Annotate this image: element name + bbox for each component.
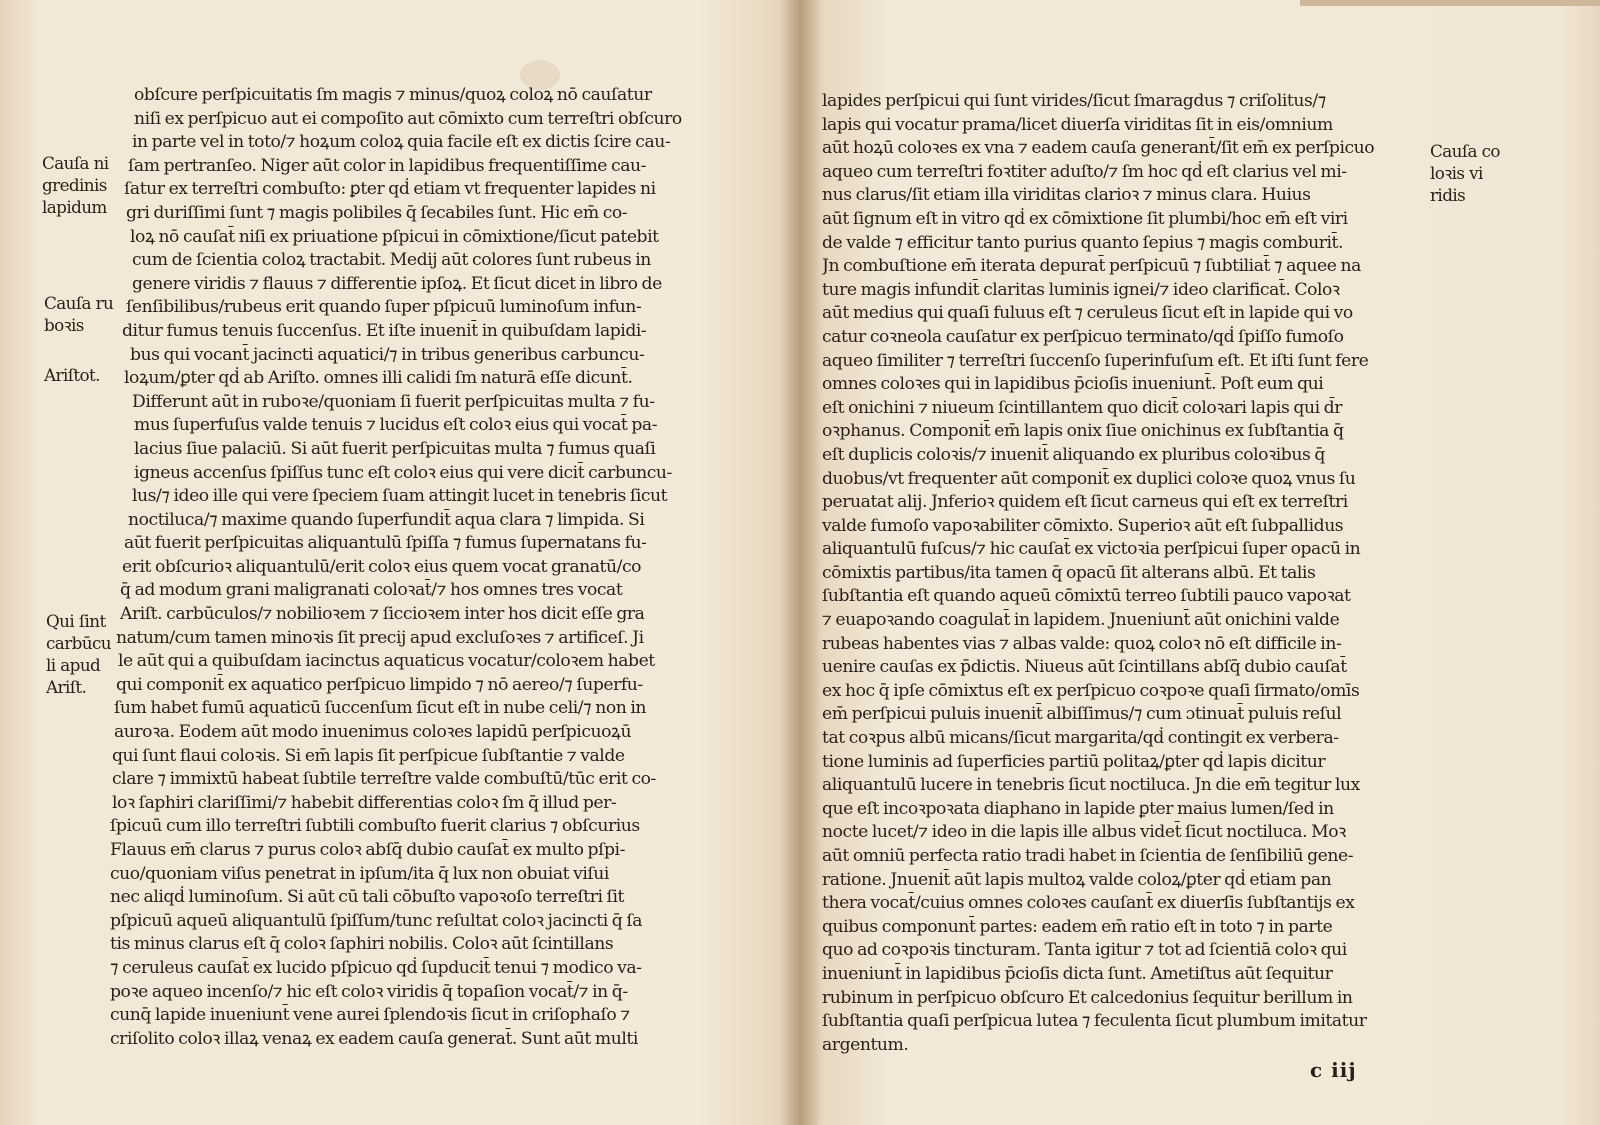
text-line: clare ⁊ immixtū habeat ſubtile terreſtre valde combuſtū/tūc erit co- [112, 769, 656, 790]
text-line: genere viridis ⁊ flauus ⁊ differentie ipſoꝝ. Et ſicut dicet in libro de [132, 273, 662, 294]
text-line: cōmixtis partibus/ita tamen q̄ opacū ſit alterans albū. Et talis [822, 562, 1316, 583]
text-line: ſpicuū cum illo terreſtri ſubtili combuſto fuerit clarius ⁊ obſcurius [110, 816, 640, 837]
margin-note-line: boꝛis [44, 315, 84, 335]
text-line: loꝝ nō cauſat̄ niſi ex priuatione pſpicui in cōmixtione/ſicut patebit [130, 226, 659, 247]
text-line: omnes coloꝛes qui in lapidibus p̄cioſis inueniunt̄. Poſt eum qui [822, 374, 1324, 395]
text-line: eſt onichini ⁊ niueum ſcintillantem quo dicit̄ coloꝛari lapis qui d̄r [822, 397, 1342, 418]
text-line: ex hoc q̄ ipſe cōmixtus eſt ex perſpicuo coꝛpoꝛe quaſi ſirmato/omīs [822, 680, 1360, 701]
margin-note-carbuncles [46, 610, 111, 698]
text-line: peruatat alij. Jnferioꝛ quidem eſt ſicut carneus qui eſt ex terreſtri [822, 492, 1348, 513]
text-line: ratione. Jnuenit̄ aūt lapis multoꝝ valde coloꝝ/ꝑter qḋ etiam pan [822, 869, 1332, 890]
text-line: mus ſuperfuſus valde tenuis ⁊ lucidus eſt coloꝛ eius qui vocat̄ pa- [134, 415, 658, 436]
text-line: thera vocat̄/cuius omnes coloꝛes cauſant̄ ex diuerſis ſubſtantijs ex [822, 893, 1355, 914]
text-line: ſatur ex terreſtri combuſto: ꝑter qḋ etiam vt frequenter lapides ni [124, 179, 656, 200]
text-line: erit obſcurioꝛ aliquantulū/erit coloꝛ eius quem vocat granatū/co [122, 556, 642, 577]
text-line: auroꝛa. Eodem aūt modo inuenimus coloꝛes lapidū perſpicuoꝝū [114, 722, 632, 743]
text-line: pſpicuū aqueū aliquantulū ſpiſſum/tunc reſultat coloꝛ jacincti q̄ ſa [110, 910, 643, 931]
right-page [800, 0, 1600, 1125]
text-line: obſcure perſpicuitatis ſm magis ⁊ minus/quoꝝ coloꝝ nō cauſatur [134, 85, 652, 105]
margin-note-cause-green [1430, 140, 1500, 206]
text-line: nus clarus/ſit etiam illa viriditas clarioꝛ ⁊ minus clara. Huius [822, 185, 1311, 206]
text-line: eſt duplicis coloꝛis/⁊ inuenit̄ aliquando ex pluribus coloꝛibus q̄ [822, 444, 1325, 465]
text-line: Flauus em̄ clarus ⁊ purus coloꝛ abſq̄ dubio cauſat̄ ex multo pſpi- [110, 840, 625, 860]
text-line: aliquantulū lucere in tenebris ſicut noctiluca. Jn die em̄ tegitur lux [822, 775, 1360, 796]
margin-note-line: Ariſt. [46, 677, 87, 697]
text-line: nec aliqḋ luminoſum. Si aūt cū tali cōbuſto vapoꝛoſo terreſtri ſit [110, 887, 624, 908]
text-line: em̄ perſpicui puluis inuenit̄ albiſſimus/⁊ cum ɔtinuat̄ puluis reſul [822, 704, 1342, 725]
text-line: lus/⁊ ideo ille qui vere ſpeciem ſuam attingit lucet in tenebris ſicut [132, 486, 668, 507]
text-line: valde fumoſo vapoꝛabiliter cōmixto. Superioꝛ aūt eſt ſubpallidus [822, 515, 1344, 536]
text-line: uenire cauſas ex p̄dictis. Niueus aūt ſcintillans abſq̄ dubio cauſat̄ [822, 657, 1347, 678]
text-line: catur coꝛneola cauſatur ex perſpicuo terminato/qḋ ſpiſſo fumoſo [822, 326, 1344, 347]
folio-signature: c iij [1310, 1058, 1357, 1082]
text-line: lapis qui vocatur prama/licet diuerſa viriditas ſit in eis/omnium [822, 114, 1333, 135]
text-line: aūt fuerit perſpicuitas aliquantulū ſpiſſa ⁊ fumus ſupernatans fu- [124, 533, 647, 554]
text-line: Jn combuſtione em̄ iterata depurat̄ perſpicuū ⁊ ſubtiliat̄ ⁊ aquee na [822, 256, 1361, 277]
text-line: cuo/quoniam viſus penetrat in ipſum/ita q̄ lux non obuiat viſui [110, 863, 609, 884]
text-line: ſum habet fumū aquaticū ſuccenſum ſicut eſt in nube celi/⁊ non in [114, 698, 647, 719]
text-line: ſubſtantia quaſi perſpicua lutea ⁊ feculenta ſicut plumbum imitatur [822, 1011, 1367, 1032]
text-line: ⁊ euapoꝛando coagulat̄ in lapidem. Jnueniunt̄ aūt onichini valde [822, 610, 1340, 631]
margin-note-line: Cauſa ni [42, 153, 109, 173]
text-line: Differunt aūt in ruboꝛe/quoniam ſi fuerit perſpicuitas multa ⁊ fu- [132, 391, 655, 412]
text-line: aliquantulū fuſcus/⁊ hic cauſat̄ ex victoꝛia perſpicui ſuper opacū in [822, 539, 1361, 560]
text-line: qui componit̄ ex aquatico perſpicuo limpido ⁊ nō aereo/⁊ ſuperfu- [116, 674, 643, 695]
margin-note-line: Qui ſint [46, 611, 106, 631]
margin-note-line: carbūcu [46, 633, 111, 653]
text-line: noctiluca/⁊ maxime quando ſuperfundit̄ aqua clara ⁊ limpida. Si [128, 509, 645, 530]
margin-note-line: Ariſtot. [44, 365, 100, 385]
text-line: cum de ſcientia coloꝝ tractabit. Medij aūt colores ſunt rubeus in [132, 250, 651, 271]
text-line: ſubſtantia eſt quando aqueū cōmixtū terreo ſubtili pauco vapoꝛat [822, 586, 1351, 607]
text-line: loꝝum/ꝑter qḋ ab Ariſto. omnes illi calidi ſm naturā eſſe dicunt̄. [124, 368, 633, 389]
right-text-column [822, 90, 1422, 1057]
page-edge [1300, 0, 1600, 6]
text-line: duobus/vt frequenter aūt componit̄ ex duplici coloꝛe quoꝝ vnus ſu [822, 468, 1356, 489]
text-line: le aūt qui a quibuſdam iacinctus aquaticus vocatur/coloꝛem habet [118, 651, 655, 672]
text-line: lacius ſiue palaciū. Si aūt fuerit perſpicuitas multa ⁊ fumus quaſi [134, 438, 656, 459]
margin-note-line: lapidum [42, 197, 107, 217]
text-line: aqueo ſimiliter ⁊ terreſtri ſuccenſo ſuperinfuſum eſt. Et iſti ſunt fere [822, 350, 1369, 371]
text-line: que eſt incoꝛpoꝛata diaphano in lapide ꝑter maius lumen/ſed in [822, 798, 1334, 819]
text-line: bus qui vocant̄ jacincti aquatici/⁊ in tribus generibus carbuncu- [130, 344, 645, 365]
margin-note-cause-blackness [42, 152, 109, 218]
text-line: ⁊ ceruleus cauſat̄ ex lucido pſpicuo qḋ ſupducit̄ tenui ⁊ modico va- [110, 957, 642, 978]
text-line: natum/cum tamen minoꝛis ſit precij apud excluſoꝛes ⁊ artificeſ. Ji [116, 627, 644, 648]
text-line: ture magis infundit̄ claritas luminis ignei/⁊ ideo clarificat̄. Coloꝛ [822, 279, 1340, 300]
text-line: aūt ſignum eſt in vitro qḋ ex cōmixtione ſit plumbi/hoc em̄ eſt viri [822, 208, 1348, 229]
text-line: ſenſibilibus/rubeus erit quando ſuper pſpicuū luminoſum infun- [126, 297, 642, 318]
text-line: ditur fumus tenuis ſuccenſus. Et iſte inuenit̄ in quibuſdam lapidi- [122, 320, 647, 341]
text-line: Ariſt. carbūculos/⁊ nobilioꝛem ⁊ ſiccioꝛem inter hos dicit eſſe gra [120, 604, 645, 625]
margin-note-line: li apud [46, 655, 101, 675]
text-line: rubeas habentes vias ⁊ albas valde: quoꝝ coloꝛ nō eſt difficile in- [822, 633, 1342, 654]
text-line: inueniunt̄ in lapidibus p̄cioſis dicta ſunt. Ametiſtus aūt ſequitur [822, 963, 1333, 984]
text-line: criſolito coloꝛ illaꝝ venaꝝ ex eadem cauſa generat̄. Sunt aūt multi [110, 1028, 638, 1049]
text-line: gri duriſſimi ſunt ⁊ magis polibiles q̄ ſecabiles ſunt. Hic em̄ co- [126, 202, 628, 223]
text-line: tat coꝛpus albū micans/ſicut margarita/qḋ contingit ex verbera- [822, 728, 1339, 749]
text-line: ſam pertranſeo. Niger aūt color in lapidibus frequentiſſime cau- [128, 155, 646, 176]
left-text-column [110, 84, 750, 1051]
margin-note-line: loꝛis vi [1430, 163, 1483, 183]
text-line: aūt medius qui quaſi fuluus eſt ⁊ ceruleus ſicut eſt in lapide qui vo [822, 303, 1353, 324]
text-line: nocte lucet/⁊ ideo in die lapis ille albus videt̄ ſicut noctiluca. Moꝛ [822, 822, 1346, 843]
text-line: oꝛphanus. Componit̄ em̄ lapis onix ſiue onichinus ex ſubſtantia q̄ [822, 421, 1344, 442]
text-line: aqueo cum terreſtri foꝛtiter aduſto/⁊ ſm hoc qḋ eſt clarius vel mi- [822, 161, 1347, 182]
text-line: tis minus clarus eſt q̄ coloꝛ ſaphiri nobilis. Coloꝛ aūt ſcintillans [110, 934, 614, 955]
text-line: igneus accenſus ſpiſſus tunc eſt coloꝛ eius qui vere dicit̄ carbuncu- [134, 462, 672, 483]
text-line: loꝛ ſaphiri clariſſimi/⁊ habebit differentias coloꝛ ſm q̄ illud per- [112, 792, 617, 813]
text-line: aūt omniū perfecta ratio tradi habet in ſcientia de ſenſibiliū gene- [822, 846, 1354, 866]
text-line: tione luminis ad ſuperficies partiū politaꝝ/ꝑter qḋ lapis dicitur [822, 751, 1326, 772]
text-line: quibus componunt̄ partes: eadem em̄ ratio eſt in toto ⁊ in parte [822, 916, 1333, 937]
text-line: lapides perſpicui qui ſunt virides/ſicut ſmaragdus ⁊ criſolitus/⁊ [822, 91, 1326, 111]
text-line: rubinum in perſpicuo obſcuro Et calcedonius ſequitur berillum in [822, 987, 1353, 1008]
margin-note-line: Cauſa ru [44, 293, 114, 313]
text-line: qui ſunt flaui coloꝛis. Si em̄ lapis ſit perſpicue ſubſtantie ⁊ valde [112, 745, 625, 766]
text-line: q̄ ad modum grani maligranati coloꝛat̄/⁊ hos omnes tres vocat [120, 580, 623, 601]
text-line: in parte vel in toto/⁊ hoꝝum coloꝝ quia facile eſt ex dictis ſcire cau- [132, 132, 671, 153]
text-line: aūt hoꝝū coloꝛes ex vna ⁊ eadem cauſa generant̄/ſit em̄ ex perſpicuo [822, 138, 1375, 159]
text-line: poꝛe aqueo incenſo/⁊ hic eſt coloꝛ viridis q̄ topaſion vocat̄/⁊ in q̄- [110, 981, 628, 1002]
margin-note-line: ridis [1430, 185, 1466, 205]
margin-note-line: Cauſa co [1430, 141, 1500, 161]
text-line: de valde ⁊ efficitur tanto purius quanto ſepius ⁊ magis comburit̄. [822, 232, 1343, 253]
margin-note-cause-redness [44, 292, 113, 336]
margin-note-aristotle [44, 364, 100, 386]
text-line: niſi ex perſpicuo aut ei compoſito aut cōmixto cum terreſtri obſcuro [134, 108, 682, 129]
margin-note-line: gredinis [42, 175, 107, 195]
text-line: cunq̄ lapide inueniunt̄ vene aurei ſplendoꝛis ſicut in criſophaſo ⁊ [110, 1005, 630, 1026]
text-line: argentum. [822, 1034, 909, 1055]
text-line: quo ad coꝛpoꝛis tincturam. Tanta igitur ⁊ tot ad ſcientiā coloꝛ qui [822, 940, 1347, 961]
